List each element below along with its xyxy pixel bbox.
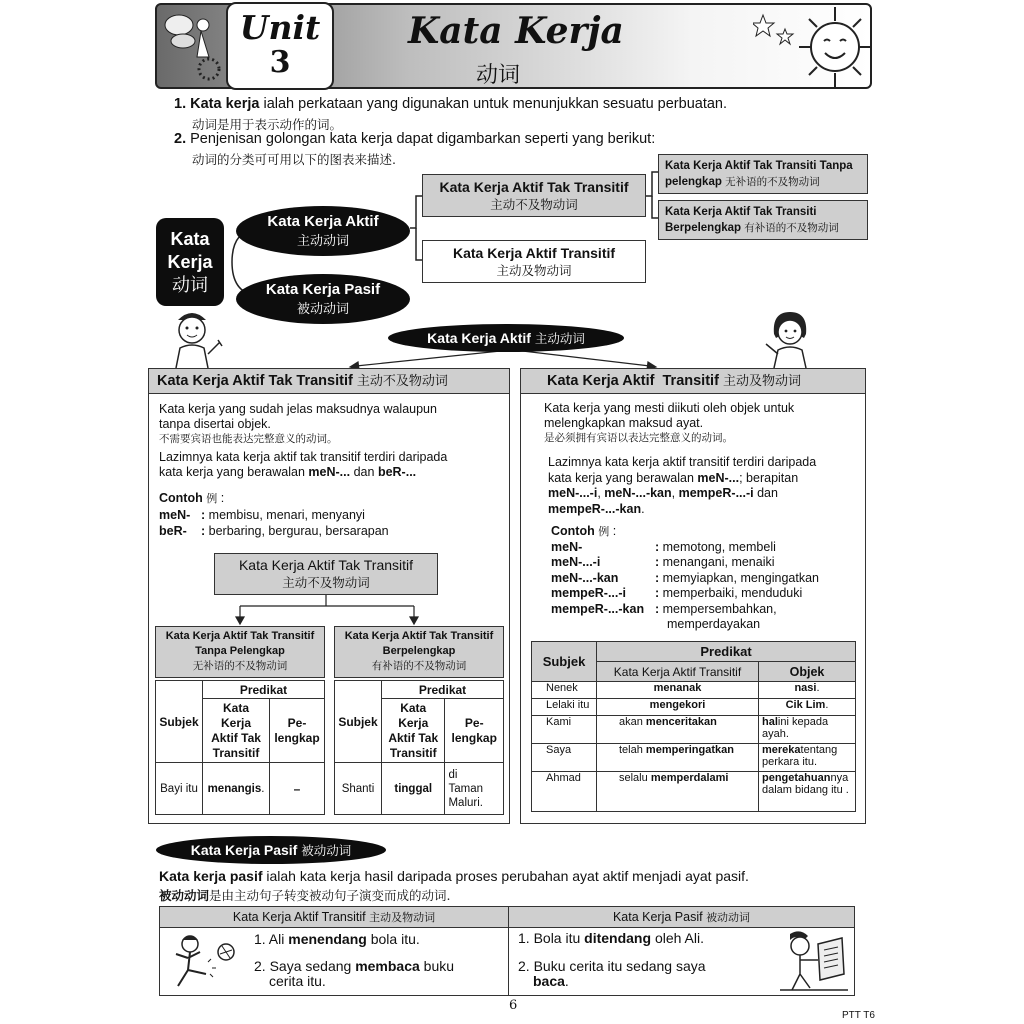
right-panel-title: Kata Kerja Aktif Transitif 主动及物动词 xyxy=(520,368,866,394)
pasif-def: Kata kerja pasif ialah kata kerja hasil daripada proses perubahan ayat aktif menjadi ayat pasif. xyxy=(159,868,749,884)
right-desc: Kata kerja yang mesti diikuti oleh objek untuk melengkapkan maksud ayat. 是必须拥有宾语以表达完整意义的动词。 xyxy=(544,401,795,444)
rt-obj: Cik Lim. xyxy=(759,699,856,716)
t1-th-kk: Kata Kerja Aktif Tak Transitif xyxy=(203,699,270,763)
footer-code: PTT T6 xyxy=(842,1010,875,1021)
t2-table xyxy=(334,680,504,815)
reading-illustration xyxy=(778,930,850,992)
t2-th-pe: Pe- lengkap xyxy=(445,699,504,763)
example-row: mempeR-...-kan : mempersembahkan, xyxy=(551,601,777,616)
rt-verb: menanak xyxy=(597,682,759,699)
example-row: mempeR-...-i : memperbaiki, menduduki xyxy=(551,586,803,600)
t2-th-predikat: Predikat xyxy=(382,681,504,699)
left-contoh: Contoh 例 : meN- : membisu, menari, menyanyi beR- : berbaring, bergurau, bersarapan xyxy=(159,491,389,538)
rt-verb: telah memperingatkan xyxy=(597,744,759,772)
table-row xyxy=(532,699,856,716)
kick-ball-illustration xyxy=(164,932,240,992)
t2-th-kk: Kata Kerja Aktif Tak Transitif xyxy=(382,699,445,763)
intro-p2-zh: 动词的分类可可用以下的图表来描述. xyxy=(192,152,396,167)
node-pasif: Kata Kerja Pasif 被动动词 xyxy=(236,274,410,324)
t2-subj: Shanti xyxy=(335,763,382,815)
t2-verb: tinggal xyxy=(382,763,445,815)
left-sub-arrows xyxy=(0,0,520,630)
pasif-col2-head: Kata Kerja Pasif 被动动词 xyxy=(508,906,855,928)
pasif-divider xyxy=(508,928,509,996)
t2-comp: di Taman Maluri. xyxy=(445,763,504,815)
example-row: meN- : memotong, membeli xyxy=(551,539,776,554)
node-tak-transitif: Kata Kerja Aktif Tak Transitif 主动不及物动词 xyxy=(422,174,646,217)
rt-verb: akan menceritakan xyxy=(597,716,759,744)
table-row xyxy=(532,744,856,772)
right-lazim: Lazimnya kata kerja aktif transitif terdiri daripada kata kerja yang berawalan meN-...; berapitan meN-...-i, meN-...-kan, mempeR-...-i dan mempeR-...-kan. xyxy=(548,455,817,516)
rt-subj: Saya xyxy=(532,744,597,772)
intro-p1: 1. Kata kerja ialah perkataan yang digunakan untuk menunjukkan sesuatu perbuatan. xyxy=(174,96,728,112)
node-tanpa-pelengkap: Kata Kerja Aktif Tak Transiti Tanpa pelengkap 无补语的不及物动词 xyxy=(658,154,868,194)
right-contoh: Contoh 例 : meN- : memotong, membeli meN-...-i : menangani, menaiki meN-...-kan : memyiapkan, mengingatkan mempeR-...-i : memperbaiki, menduduki mempeR-...-kan : mempersembahkan, memperdayakan xyxy=(551,524,819,631)
pasif-pasif-examples: 1. Bola itu ditendang oleh Ali. 2. Buku cerita itu sedang saya baca. xyxy=(518,930,706,989)
t2-title: Kata Kerja Aktif Tak Transitif Berpelengkap 有补语的不及物动词 xyxy=(334,626,504,678)
unit-number: 3 xyxy=(269,45,291,80)
page-title-zh: 动词 xyxy=(476,63,521,88)
left-panel-title: Kata Kerja Aktif Tak Transitif 主动不及物动词 xyxy=(148,368,510,394)
t2-th-subjek: Subjek xyxy=(335,681,382,763)
right-table xyxy=(531,641,856,812)
rt-th-objek: Objek xyxy=(759,662,856,682)
rt-verb: selalu memperdalami xyxy=(597,772,759,812)
left-lazim: Lazimnya kata kerja aktif tak transitif terdiri daripada kata kerja yang berawalan meN-... dan beR-... xyxy=(159,450,448,479)
t1-title: Kata Kerja Aktif Tak Transitif Tanpa Pelengkap 无补语的不及物动词 xyxy=(155,626,325,678)
left-sub-box: Kata Kerja Aktif Tak Transitif 主动不及物动词 xyxy=(214,553,438,595)
t1-verb: menangis. xyxy=(203,763,270,815)
page-title: Kata Kerja xyxy=(408,10,624,52)
rt-obj: nasi. xyxy=(759,682,856,699)
page-number: 6 xyxy=(509,998,518,1013)
node-transitif: Kata Kerja Aktif Transitif 主动及物动词 xyxy=(422,240,646,283)
rt-subj: Kami xyxy=(532,716,597,744)
table-row xyxy=(532,682,856,699)
example-row: meN-...-i : menangani, menaiki xyxy=(551,555,775,569)
node-berpelengkap: Kata Kerja Aktif Tak Transiti Berpelengkap 有补语的不及物动词 xyxy=(658,200,868,240)
rt-obj: merekatentang perkara itu. xyxy=(759,744,856,772)
intro-p1-zh: 动词是用于表示动作的词。 xyxy=(192,117,343,132)
pasif-heading: Kata Kerja Pasif 被动动词 xyxy=(156,836,386,864)
pasif-col1-head: Kata Kerja Aktif Transitif 主动及物动词 xyxy=(159,906,509,928)
t1-comp: – xyxy=(270,763,325,815)
table-row xyxy=(532,772,856,812)
t1-subj: Bayi itu xyxy=(156,763,203,815)
rt-verb: mengekori xyxy=(597,699,759,716)
root-kata-kerja: Kata Kerja 动词 xyxy=(156,218,224,306)
rt-th-kk: Kata Kerja Aktif Transitif xyxy=(597,662,759,682)
table-row xyxy=(532,716,856,744)
rt-th-predikat: Predikat xyxy=(597,642,856,662)
intro-p2: 2. Penjenisan golongan kata kerja dapat digambarkan seperti yang berikut: xyxy=(174,131,656,147)
rt-subj: Nenek xyxy=(532,682,597,699)
t1-th-predikat: Predikat xyxy=(203,681,325,699)
rt-subj: Ahmad xyxy=(532,772,597,812)
t1-th-pe: Pe- lengkap xyxy=(270,699,325,763)
rt-obj: pengetahuannya dalam bidang itu . xyxy=(759,772,856,812)
pasif-def-zh: 被动动词是由主动句子转变被动句子演变而成的动词. xyxy=(159,888,451,903)
aktif-heading: Kata Kerja Aktif 主动动词 xyxy=(388,324,624,352)
example-row: meN-...-kan : memyiapkan, mengingatkan xyxy=(551,570,819,585)
pasif-aktif-examples: 1. Ali menendang bola itu. 2. Saya sedang membaca buku cerita itu. xyxy=(254,931,455,989)
left-desc: Kata kerja yang sudah jelas maksudnya walaupun tanpa disertai objek. 不需要宾语也能表达完整意义的动词。 xyxy=(159,402,437,445)
node-aktif: Kata Kerja Aktif 主动动词 xyxy=(236,206,410,256)
t1-th-subjek: Subjek xyxy=(156,681,203,763)
rt-th-subjek: Subjek xyxy=(532,642,597,682)
unit-label: Unit xyxy=(239,8,321,47)
rt-obj: halini kepada ayah. xyxy=(759,716,856,744)
rt-subj: Lelaki itu xyxy=(532,699,597,716)
t1-table xyxy=(155,680,325,815)
